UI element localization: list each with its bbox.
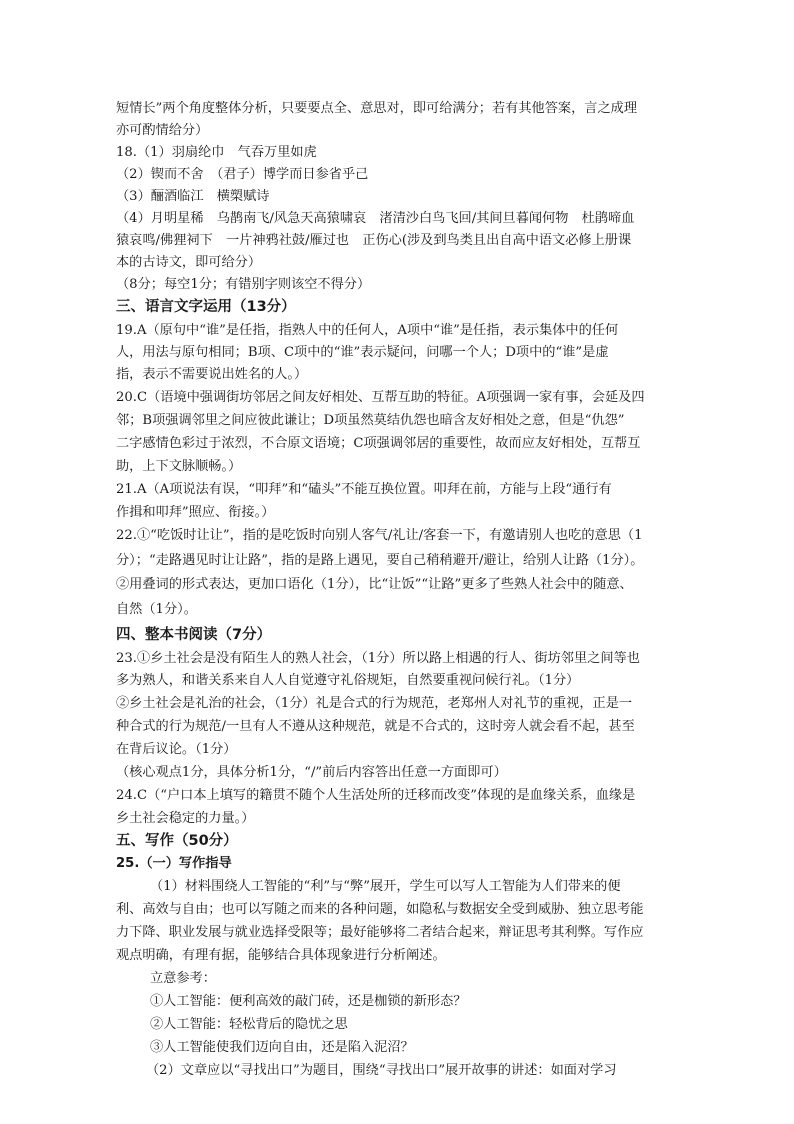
text-line: 猿哀鸣/佛狸祠下 一片神鸦社鼓/雁过也 正伤心(涉及到鸟类且出自高中语文必修上册课	[116, 233, 632, 248]
text-line: 二字感情色彩过于浓烈，不合原文语境；C项强调邻居的重要性，故而应友好相处，互帮互	[116, 436, 641, 451]
text-line: （8分；每空1分；有错别字则该空不得分）	[116, 277, 371, 292]
text-line: 短情长”两个角度整体分析，只要要点全、意思对，即可给满分；若有其他答案，言之成理	[116, 101, 638, 116]
q25-heading: 25.（一）写作指导	[116, 856, 232, 871]
text-line: 本的古诗文，即可给分）	[116, 255, 262, 270]
text-line: ①人工智能：便利高效的敲门砖，还是枷锁的新形态？	[150, 994, 467, 1009]
text-line: ③人工智能使我们迈向自由，还是陷入泥沼？	[150, 1040, 414, 1055]
text-line: （4）月明星稀 乌鹊南飞/风急天高猿啸哀 渚清沙白鸟飞回/其间旦暮闻何物 杜鹃啼血	[116, 211, 635, 226]
text-line: 人，用法与原句相同；B项、C项中的“谁”表示疑问，问哪一个人；D项中的“谁”是虚	[116, 345, 609, 360]
section-heading-5: 五、写作（50分）	[116, 833, 238, 849]
q19-line: 19.A（原句中“谁”是任指，指熟人中的任何人，A项中“谁”是任指，表示集体中的任何	[116, 323, 619, 338]
text-line: 种合式的行为规范/一旦有人不遵从这种规范，就是不合式的，这时旁人就会看不起，甚至	[116, 719, 635, 734]
text-line: ②用叠词的形式表达，更加口语化（1分），比“让饭”“让路”更多了些熟人社会中的随意、	[116, 577, 633, 592]
q24-line: 24.C（“户口本上填写的籍贯不随个人生活处所的迁移而改变”体现的是血缘关系，血缘是	[116, 788, 636, 803]
section-heading-4: 四、整本书阅读（7分）	[116, 627, 272, 643]
text-line: 力下降、职业发展与就业选择受限等；最好能够将二者结合起来，辩证思考其利弊。写作应	[116, 925, 644, 940]
text-line: 亦可酌情给分）	[116, 123, 209, 138]
text-line: 自然（1分）。	[116, 602, 197, 617]
text-line: 分）；“走路遇见时让让路”，指的是路上遇见，要自己稍稍避开/避让，给别人让路（1分）。	[116, 553, 644, 568]
text-line: 在背后议论。（1分）	[116, 742, 237, 757]
text-line: 指，表示不需要说出姓名的人。）	[116, 367, 308, 382]
text-line: 邻；B项强调邻里之间应彼此谦让；D项虽然莫结仇怨也暗含友好相处之意，但是“仇怨”	[116, 413, 625, 428]
q21-line: 21.A（A项说法有误，“叩拜”和“磕头”不能互换位置。叩拜在前，方能与上段“通行有	[116, 482, 612, 497]
q23-line: 23.①乡土社会是没有陌生人的熟人社会，（1分）所以路上相遇的行人、街坊邻里之间等也	[116, 651, 640, 666]
text-line: ②人工智能：轻松背后的隐忧之思	[150, 1017, 348, 1032]
text-line: 作揖和叩拜”照应、衔接。）	[116, 505, 275, 520]
text-line: ②乡土社会是礼治的社会，（1分）礼是合式的行为规范，老郑州人对礼节的重视，正是一	[116, 696, 633, 711]
text-line: 乡土社会稳定的力量。）	[116, 811, 255, 826]
text-line: 多为熟人，和谐关系来自人人自觉遵守礼俗规矩，自然要重视问候行礼。（1分）	[116, 673, 580, 688]
section-heading-3: 三、语言文字运用（13分）	[116, 299, 296, 315]
text-line: （2）锲而不舍 （君子）博学而日参省乎己	[116, 167, 369, 182]
text-line: （3）酾酒临江 横槊赋诗	[116, 189, 270, 204]
q22-line: 22.①“吃饭时让让”，指的是吃饭时向别人客气/礼让/客套一下，有邀请别人也吃的意思（1	[116, 528, 643, 543]
q20-line: 20.C（语境中强调街坊邻居之间友好相处、互帮互助的特征。A项强调一家有事，会延及四	[116, 390, 645, 405]
text-line: （1）材料围绕人工智能的“利”与“弊”展开，学生可以写人工智能为人们带来的便	[150, 879, 621, 894]
text-line: 立意参考：	[150, 971, 216, 986]
text-line: 助，上下文脉顺畅。）	[116, 459, 242, 474]
text-line: （2）文章应以“寻找出口”为题目，围绕“寻找出口”展开故事的讲述：如面对学习	[146, 1063, 617, 1078]
text-line: 利、高效与自由；也可以写随之而来的各种问题，如隐私与数据安全受到威胁、独立思考能	[116, 902, 644, 917]
q18-line: 18.（1）羽扇纶巾 气吞万里如虎	[116, 145, 317, 160]
text-line: 观点明确，有理有据，能够结合具体现象进行分析阐述。	[116, 948, 446, 963]
text-line: （核心观点1分，具体分析1分，“/”前后内容答出任意一方面即可）	[116, 765, 507, 780]
